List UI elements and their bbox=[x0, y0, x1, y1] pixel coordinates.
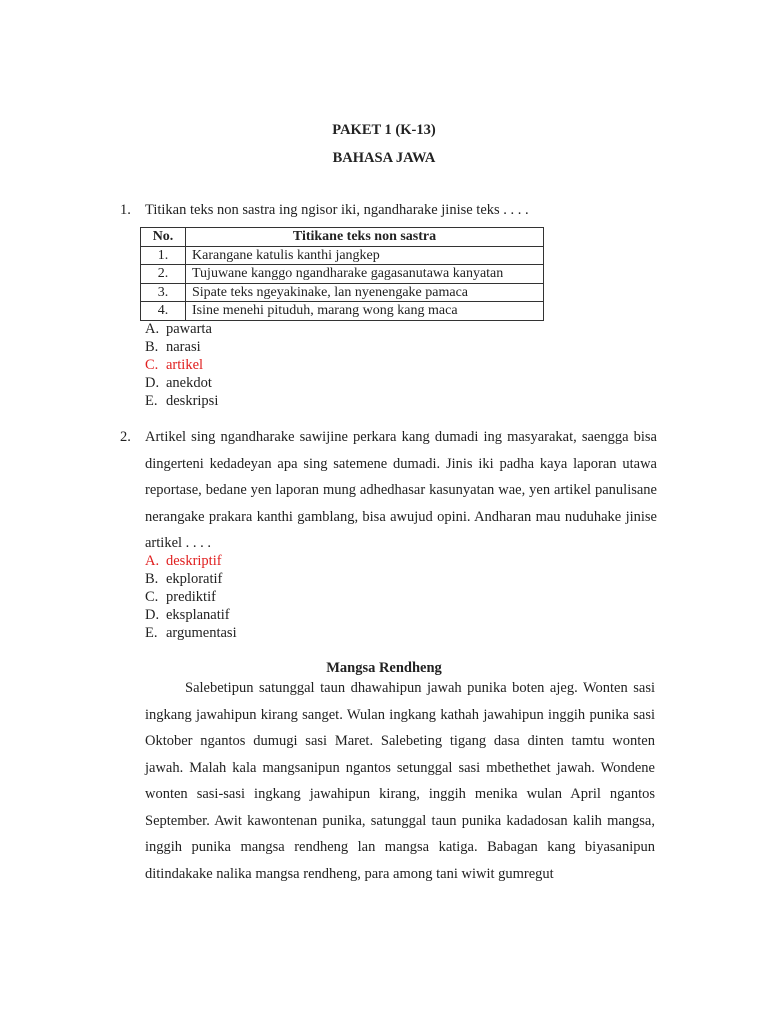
table-cell-no: 2. bbox=[141, 265, 186, 284]
option-letter: C. bbox=[145, 357, 159, 373]
table-row bbox=[141, 265, 544, 284]
option-a bbox=[145, 320, 218, 338]
option-text: anekdot bbox=[166, 375, 212, 391]
question-2-text: Artikel sing ngandharake sawijine perkara kang dumadi ing masyarakat, saengga bisa dingerteni kedadeyan apa sing satemene dumadi. Jinis iki padha kaya laporan utawa reportase, bedane yen laporan mung adhedhasar kasunyatan wae, yen artikel panulisane nerangake prakara kanthi gamblang, bisa awujud opini. Andharan mau nuduhake jinise artikel . . . . bbox=[145, 429, 657, 551]
table-cell-text: Sipate teks ngeyakinake, lan nyenengake pamaca bbox=[186, 283, 544, 302]
option-text: eksplanatif bbox=[166, 607, 230, 623]
question-1-table bbox=[140, 227, 544, 321]
option-text: narasi bbox=[166, 339, 201, 355]
option-text: argumentasi bbox=[166, 625, 237, 641]
option-letter: D. bbox=[145, 375, 160, 391]
table-row bbox=[141, 302, 544, 321]
question-2-options bbox=[145, 552, 237, 642]
table-cell-no: 1. bbox=[141, 246, 186, 265]
table-row bbox=[141, 283, 544, 302]
table-cell-no: 3. bbox=[141, 283, 186, 302]
table-cell-text: Tujuwane kanggo ngandharake gagasanutawa kanyatan bbox=[186, 265, 544, 284]
option-letter: E. bbox=[145, 393, 158, 409]
option-text: artikel bbox=[166, 357, 204, 373]
table-cell-no: 4. bbox=[141, 302, 186, 321]
option-letter: A. bbox=[145, 321, 160, 337]
option-text: deskriptif bbox=[166, 553, 222, 569]
option-text: prediktif bbox=[166, 589, 216, 605]
table-cell-text: Karangane katulis kanthi jangkep bbox=[186, 246, 544, 265]
document-title: PAKET 1 (K-13) bbox=[332, 122, 436, 138]
option-e bbox=[145, 392, 218, 410]
option-text: pawarta bbox=[166, 321, 212, 337]
option-letter: D. bbox=[145, 607, 160, 623]
reading-title: Mangsa Rendheng bbox=[326, 660, 442, 676]
option-letter: A. bbox=[145, 553, 160, 569]
document-subtitle: BAHASA JAWA bbox=[332, 150, 436, 166]
option-d bbox=[145, 606, 237, 624]
option-text: deskripsi bbox=[166, 393, 219, 409]
option-c bbox=[145, 588, 237, 606]
table-header-no: No. bbox=[141, 228, 186, 247]
table-header-row bbox=[141, 228, 544, 247]
table-row bbox=[141, 246, 544, 265]
question-1-options bbox=[145, 320, 218, 410]
table-cell-text: Isine menehi pituduh, marang wong kang maca bbox=[186, 302, 544, 321]
option-letter: B. bbox=[145, 339, 159, 355]
table-header-characteristic: Titikane teks non sastra bbox=[186, 228, 544, 247]
option-letter: C. bbox=[145, 589, 159, 605]
option-a-correct bbox=[145, 552, 237, 570]
option-e bbox=[145, 624, 237, 642]
option-b bbox=[145, 570, 237, 588]
question-2-number: 2. bbox=[120, 429, 131, 445]
option-c-correct bbox=[145, 356, 218, 374]
option-letter: E. bbox=[145, 625, 158, 641]
option-letter: B. bbox=[145, 571, 159, 587]
question-1-number: 1. bbox=[120, 202, 131, 218]
reading-paragraph: Salebetipun satunggal taun dhawahipun jawah punika boten ajeg. Wonten sasi ingkang jawahipun kirang sanget. Wulan ingkang kathah jawahipun inggih punika sasi Oktober ngantos dumugi sasi Maret. Salebeting tigang dasa dinten tamtu wonten jawah. Malah kala mangsanipun ngantos setunggal sasi mbethethet jawah. Wondene wonten sasi-sasi ingkang jawahipun kirang, inggih menika wulan April ngantos September. Awit kawontenan punika, satunggal taun punika kadadosan kalih mangsa, inggih punika mangsa rendheng lan mangsa katiga. Babagan kang biyasanipun ditindakake nalika mangsa rendheng, para among tani wiwit gumregut bbox=[145, 680, 655, 882]
question-1-text: Titikan teks non sastra ing ngisor iki, ngandharake jinise teks . . . . bbox=[145, 202, 529, 218]
reading-passage bbox=[145, 675, 655, 887]
option-d bbox=[145, 374, 218, 392]
option-text: ekploratif bbox=[166, 571, 223, 587]
option-b bbox=[145, 338, 218, 356]
